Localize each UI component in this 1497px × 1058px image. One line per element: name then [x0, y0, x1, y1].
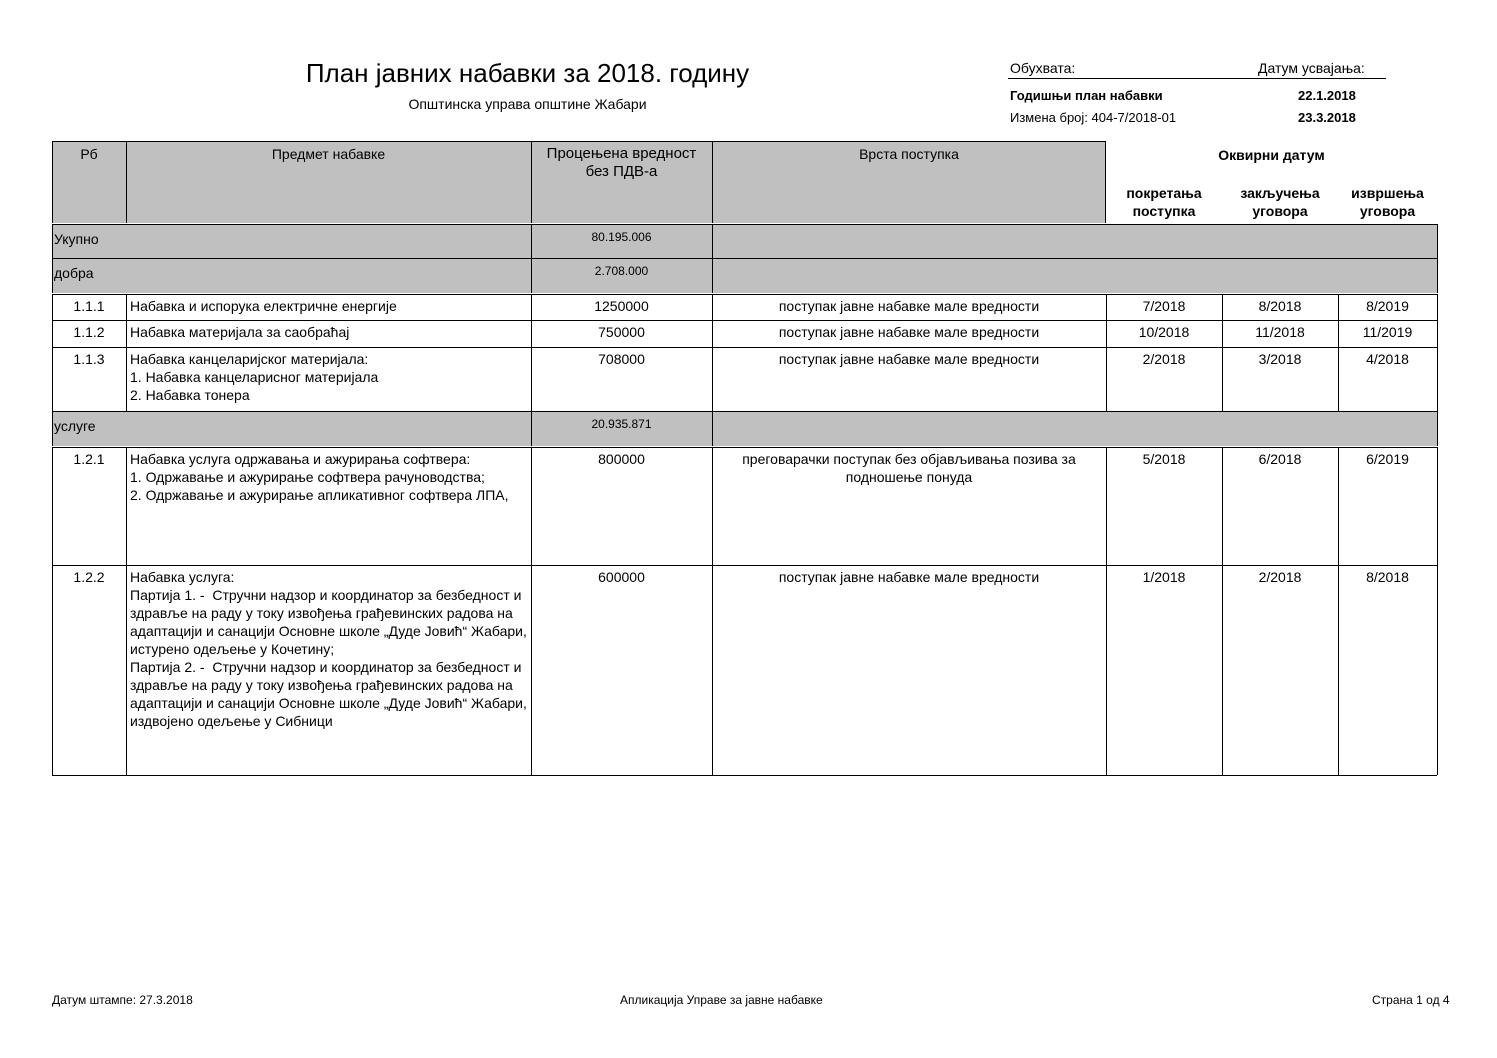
row-border — [52, 258, 1437, 259]
column-border — [1222, 447, 1223, 565]
total-label: Укупно — [54, 231, 99, 247]
annual-plan-date: 22.1.2018 — [1298, 88, 1356, 103]
amendment-date: 23.3.2018 — [1298, 110, 1356, 125]
header-dates-group: Оквирни датум — [1218, 147, 1325, 163]
column-border — [52, 294, 53, 320]
column-border — [1106, 320, 1107, 347]
column-border — [1222, 320, 1223, 347]
column-border — [712, 447, 713, 565]
column-border — [531, 294, 532, 320]
row-subject: Набавка и испорука електричне енергије — [130, 298, 397, 314]
row-procedure: поступак јавне набавке мале вредности — [778, 569, 1040, 585]
row-procedure: поступак јавне набавке мале вредности — [778, 351, 1040, 367]
goods-label: добра — [54, 265, 94, 281]
row-border — [52, 411, 1437, 412]
column-border — [1106, 294, 1107, 320]
row-border — [52, 347, 1437, 348]
header-execution: извршења уговора — [1351, 185, 1428, 219]
services-label: услуге — [54, 418, 96, 434]
column-border — [712, 565, 713, 775]
header-column-border — [712, 141, 713, 223]
row-border — [52, 320, 1437, 321]
services-value: 20.935.871 — [591, 417, 652, 431]
row-value: 800000 — [598, 451, 645, 467]
column-border — [1437, 411, 1438, 446]
column-border — [126, 447, 127, 565]
print-date: Датум штампе: 27.3.2018 — [52, 993, 193, 1007]
total-value: 80.195.006 — [591, 230, 652, 244]
row-value: 750000 — [598, 324, 645, 340]
row-contract: 11/2018 — [1255, 324, 1305, 340]
table-bottom-border — [52, 775, 1437, 776]
row-start: 5/2018 — [1142, 451, 1186, 467]
row-execution: 4/2018 — [1366, 351, 1409, 367]
row-procedure: преговарачки поступак без објављивања позива за подношење понуда — [742, 451, 1080, 485]
column-border — [1222, 565, 1223, 775]
row-subject: Набавка материјала за саобраћај — [130, 324, 350, 340]
column-border — [52, 258, 53, 293]
row-value: 708000 — [598, 351, 645, 367]
row-border — [52, 447, 1437, 448]
column-border — [1338, 565, 1339, 775]
row-border — [52, 294, 1437, 295]
page-title: План јавних набавки за 2018. годину — [305, 58, 750, 88]
header-value: Процењена вредност без ПДВ-а — [546, 145, 701, 180]
row-rb: 1.1.3 — [73, 351, 105, 367]
row-contract: 6/2018 — [1258, 451, 1302, 467]
row-rb: 1.2.2 — [73, 569, 105, 585]
row-contract: 3/2018 — [1258, 351, 1302, 367]
header-procedure: Врста поступка — [859, 146, 959, 162]
row-execution: 6/2019 — [1366, 451, 1409, 467]
column-border — [126, 294, 127, 320]
column-border — [712, 411, 713, 446]
column-border — [52, 320, 53, 347]
row-subject: Набавка услуга одржавања и ажурирања софтвера: 1. Одржавање и ажурирање софтвера рачуноводства; 2. Одржавање и ажурирање апликативног софтвера ЛПА, — [130, 451, 509, 503]
column-border — [1437, 224, 1438, 258]
header-column-border — [126, 141, 127, 223]
header-top-border — [52, 141, 1106, 142]
column-border — [1437, 320, 1438, 347]
page-number: Страна 1 од 4 — [1372, 993, 1450, 1007]
column-border — [1437, 258, 1438, 293]
row-execution: 8/2018 — [1366, 569, 1409, 585]
column-border — [126, 565, 127, 775]
column-border — [531, 411, 532, 446]
row-value: 600000 — [598, 569, 645, 585]
row-rb: 1.2.1 — [73, 451, 105, 467]
column-border — [712, 294, 713, 320]
column-border — [531, 224, 532, 258]
covers-label: Обухвата: — [1010, 60, 1076, 76]
column-border — [712, 320, 713, 347]
column-border — [531, 565, 532, 775]
row-border — [52, 565, 1437, 566]
column-border — [1222, 347, 1223, 411]
header-contract: закључења уговора — [1240, 185, 1324, 219]
column-border — [52, 224, 53, 258]
annual-plan-label: Годишњи план набавки — [1010, 88, 1163, 103]
header-start: покретања поступка — [1126, 185, 1206, 219]
column-border — [1338, 447, 1339, 565]
row-procedure: поступак јавне набавке мале вредности — [778, 324, 1040, 340]
amendment-label: Измена број: 404-7/2018-01 — [1010, 110, 1177, 125]
row-start: 7/2018 — [1142, 298, 1186, 314]
column-border — [1437, 447, 1438, 565]
column-border — [712, 224, 713, 258]
app-name: Апликација Управе за јавне набавке — [620, 993, 823, 1007]
column-border — [126, 320, 127, 347]
column-border — [52, 447, 53, 565]
column-border — [52, 411, 53, 446]
header-column-border — [1105, 141, 1106, 223]
row-procedure: поступак јавне набавке мале вредности — [778, 298, 1040, 314]
column-border — [712, 258, 713, 293]
column-border — [1338, 294, 1339, 320]
page-subtitle: Општинска управа општине Жабари — [408, 96, 647, 112]
column-border — [1338, 347, 1339, 411]
column-border — [1106, 565, 1107, 775]
adoption-date-label: Датум усвајања: — [1258, 60, 1365, 76]
row-subject: Набавка услуга: Партија 1. - Стручни надзор и координатор за безбедност и здравље на раду у току извођења грађевинских радова на адаптацији и санацији Основне школе „Дуде Јовић“ Жабари, истурено одељење у Кочетину; Партија 2. - Стручни надзор и координатор за безбедност и здравље на раду у току извођења грађевинских радова на адаптацији и санацији Основне школе „Дуде Јовић“ Жабари, издвојено одељење у Сибници — [130, 569, 527, 729]
row-rb: 1.1.2 — [73, 324, 105, 340]
row-execution: 11/2019 — [1362, 324, 1413, 340]
column-border — [52, 347, 53, 411]
header-column-border — [52, 141, 53, 223]
column-border — [531, 347, 532, 411]
row-contract: 2/2018 — [1258, 569, 1302, 585]
column-border — [1437, 294, 1438, 320]
column-border — [1437, 347, 1438, 411]
column-border — [1437, 565, 1438, 775]
column-border — [712, 347, 713, 411]
header-subject: Предмет набавке — [271, 146, 386, 162]
column-border — [126, 347, 127, 411]
column-border — [1106, 447, 1107, 565]
column-border — [531, 258, 532, 293]
meta-divider — [1008, 78, 1386, 79]
column-border — [1106, 347, 1107, 411]
row-subject: Набавка канцеларијског материјала: 1. Набавка канцеларисног материјала 2. Набавка тонера — [130, 351, 379, 403]
row-contract: 8/2018 — [1258, 298, 1302, 314]
column-border — [531, 320, 532, 347]
goods-value: 2.708.000 — [594, 264, 649, 278]
header-column-border — [531, 141, 532, 223]
row-execution: 8/2019 — [1366, 298, 1409, 314]
header-rb: Рб — [80, 146, 98, 162]
column-border — [1338, 320, 1339, 347]
row-start: 2/2018 — [1142, 351, 1186, 367]
row-rb: 1.1.1 — [73, 298, 105, 314]
column-border — [52, 565, 53, 775]
row-start: 10/2018 — [1138, 324, 1190, 340]
row-border — [52, 224, 1437, 225]
row-value: 1250000 — [594, 298, 649, 314]
column-border — [1222, 294, 1223, 320]
row-start: 1/2018 — [1142, 569, 1186, 585]
column-border — [531, 447, 532, 565]
